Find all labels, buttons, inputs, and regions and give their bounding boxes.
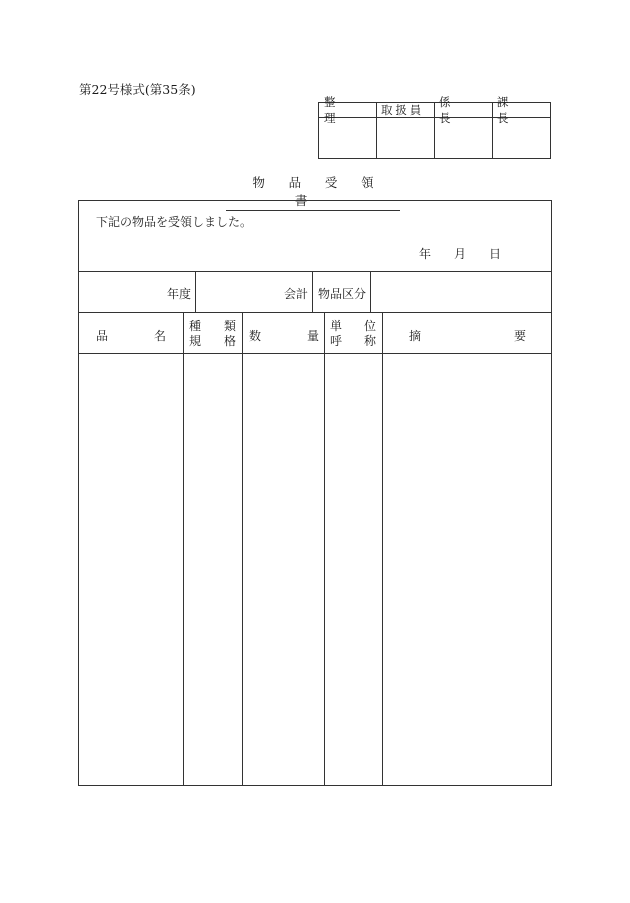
item-category-label: 物品区分: [318, 287, 367, 301]
stamp-header: [319, 95, 376, 125]
stamp-cell-kakaricho[interactable]: [435, 118, 492, 158]
header-line: [189, 334, 236, 349]
type-spec-entry-area[interactable]: [184, 354, 242, 785]
stamp-cell-toriatsukai[interactable]: [377, 118, 434, 158]
header-line: [189, 319, 236, 334]
stamp-header: [493, 95, 550, 125]
divider: [195, 271, 196, 312]
form-number: 第22号様式(第35条): [79, 82, 196, 97]
unit-entry-area[interactable]: [325, 354, 382, 785]
stamp-column-seiri: [319, 95, 376, 158]
stamp-cell-kacho[interactable]: [493, 118, 550, 158]
stamp-label-char: 整理: [324, 95, 353, 125]
receipt-statement: 下記の物品を受領しました。: [96, 215, 253, 229]
date-month-field[interactable]: [431, 245, 454, 262]
column-header-type-spec: [189, 319, 236, 349]
stamp-header: [435, 95, 492, 125]
header-char: 要: [513, 329, 526, 343]
document-title-text: 物品受領書: [252, 175, 398, 208]
quantity-entry-area[interactable]: [243, 354, 324, 785]
stamp-label: 課長: [497, 95, 534, 125]
date-line: [419, 245, 501, 262]
stamp-column-kakaricho: [434, 95, 492, 158]
header-char: 類: [223, 319, 236, 333]
column-header-unit: [330, 319, 376, 349]
date-year: 年: [419, 247, 432, 261]
header-line: [330, 319, 376, 334]
header-char: 単: [330, 319, 343, 333]
stamp-column-toriatsukai: [376, 103, 434, 158]
header-char: 品: [96, 329, 109, 343]
date-day-field[interactable]: [466, 245, 489, 262]
header-char: 摘: [409, 329, 422, 343]
stamp-label: 係長: [439, 95, 476, 125]
header-char: 名: [153, 329, 166, 343]
divider: [312, 271, 313, 312]
stamp-label: 取扱員: [381, 103, 425, 117]
receipt-form: [78, 200, 552, 786]
date-month: 月: [454, 247, 467, 261]
header-line: [330, 334, 376, 349]
stamp-header: [377, 103, 434, 118]
header-char: 規: [189, 334, 202, 348]
column-header-item-name: [96, 327, 166, 344]
header-char: 種: [189, 319, 202, 333]
remarks-entry-area[interactable]: [383, 354, 551, 785]
item-name-entry-area[interactable]: [79, 354, 183, 785]
header-char: 位: [363, 319, 376, 333]
date-day: 日: [489, 247, 502, 261]
stamp-cell-seiri[interactable]: [319, 118, 376, 158]
header-char: 量: [306, 329, 319, 343]
approval-stamp-boxes: [318, 95, 551, 159]
item-category-field[interactable]: [371, 272, 551, 312]
divider: [79, 312, 551, 313]
account-label: 会計: [284, 287, 309, 301]
stamp-column-kacho: [492, 95, 550, 158]
header-char: 呼: [330, 334, 343, 348]
fiscal-year-label: 年度: [167, 287, 192, 301]
header-char: 格: [223, 334, 236, 348]
column-header-remarks: [409, 327, 526, 344]
header-char: 称: [363, 334, 376, 348]
header-char: 数: [249, 329, 262, 343]
column-header-quantity: [249, 327, 319, 344]
